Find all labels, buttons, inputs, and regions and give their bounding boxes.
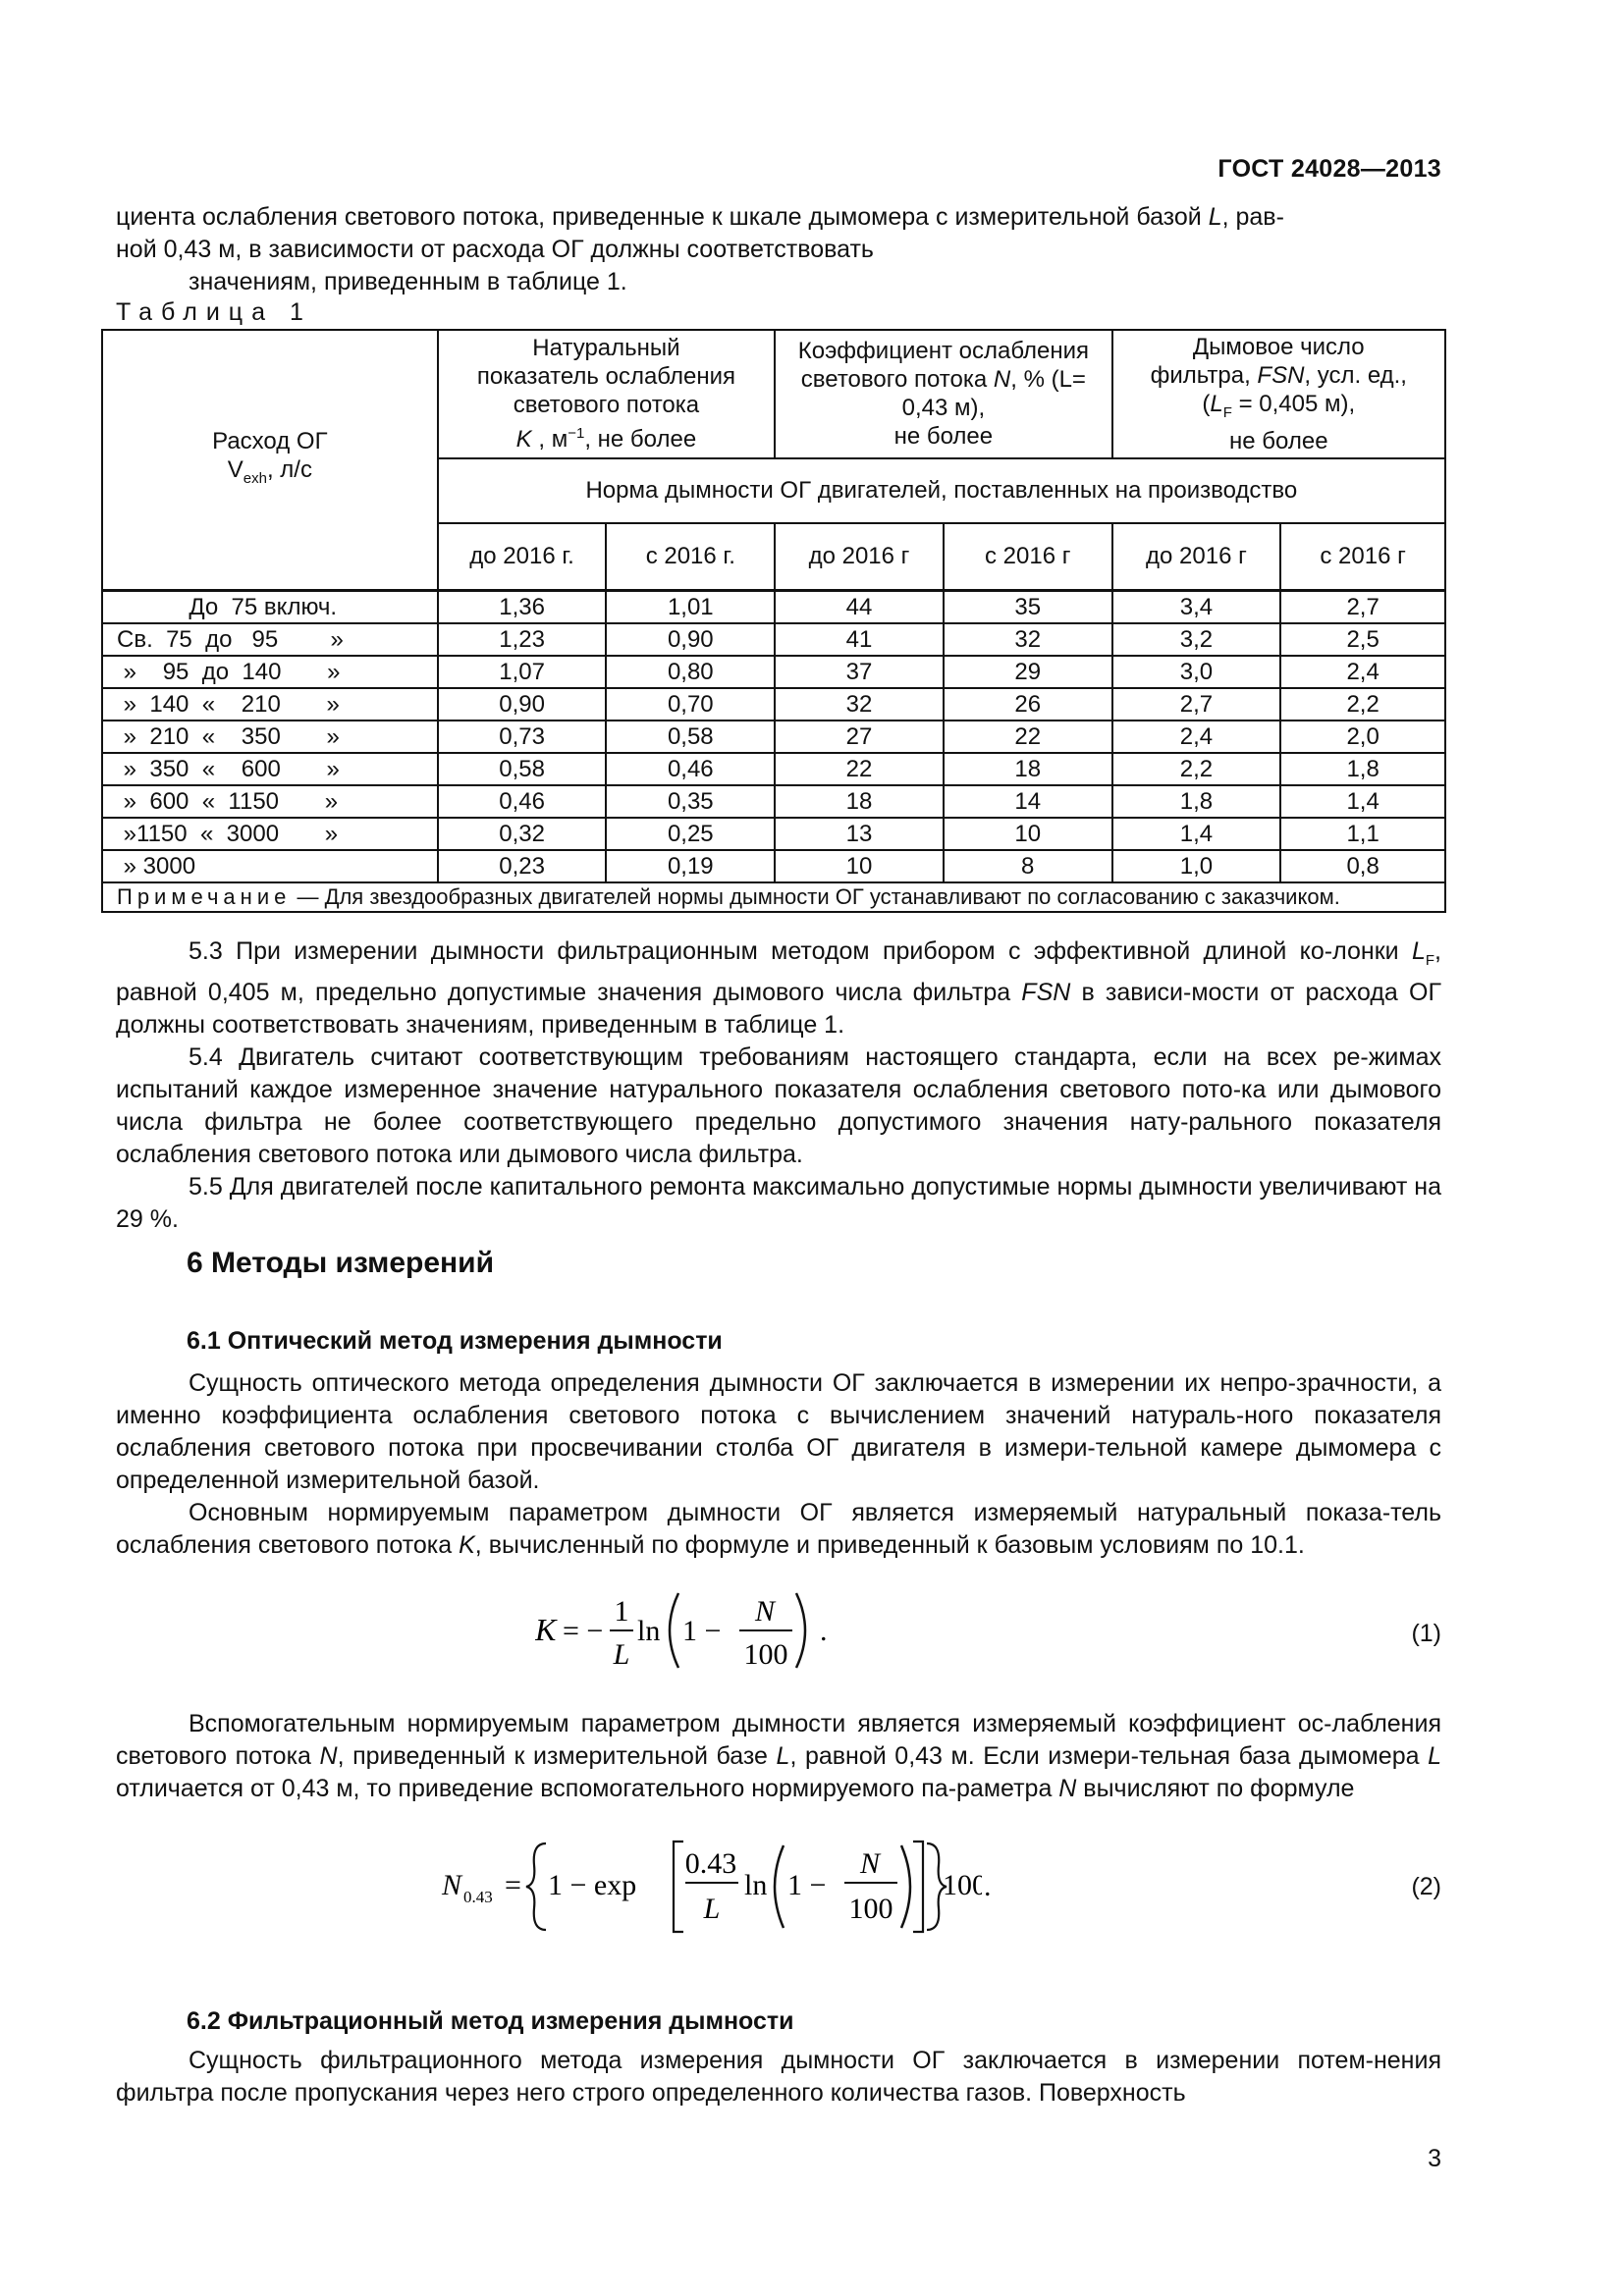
paragraph-5-4: 5.4 Двигатель считают соответствующим требованиям настоящего стандарта, если на всех ре-жимах испытаний каждое измеренное значение натурального показателя ослабления светового пото-ка или дымового числа фильтра не более соответствующего предельно допустимого значения нату-рального показателя ослабления светового потока или дымового числа фильтра.: [116, 1043, 1441, 1168]
col-header-k: Натуральный показатель ослабления светового потока K , $м^{-1}$, не более: [438, 330, 775, 458]
f1-right-paren: [796, 1593, 805, 1668]
table-cell: 0,23: [438, 850, 607, 882]
table-cell: 0,46: [438, 785, 607, 818]
f2-n-num: N: [859, 1847, 881, 1880]
table-cell: 14: [944, 785, 1112, 818]
table-cell: 2,2: [1280, 688, 1445, 721]
row-label: » 210 « 350 »: [102, 721, 438, 753]
table-cell: 2,0: [1280, 721, 1445, 753]
table-cell: 0,80: [606, 656, 775, 688]
intro-line-1-end: , рав-: [1221, 203, 1284, 231]
table-cell: 32: [944, 623, 1112, 656]
table-cell: 0,70: [606, 688, 775, 721]
col-header-fsn: Дымовое число фильтра, FSN, усл. ед., ($L_F = 0,405$ м), не более: [1112, 330, 1445, 458]
table-cell: 1,1: [1280, 818, 1445, 850]
row-label: »1150 « 3000 »: [102, 818, 438, 850]
table-cell: 2,4: [1280, 656, 1445, 688]
formula-1-drawing: [535, 1585, 859, 1674]
norm-row-header: Норма дымности ОГ двигателей, поставленных на производство: [438, 458, 1445, 523]
row-label: » 350 « 600 »: [102, 753, 438, 785]
table-cell: 1,4: [1112, 818, 1281, 850]
intro-line-2: ной 0,43 м, в зависимости от расхода ОГ должны соответствовать: [116, 236, 874, 263]
formula-1: [535, 1585, 859, 1674]
f1-one: 1 −: [682, 1615, 722, 1647]
table-cell: 3,2: [1112, 623, 1281, 656]
table-cell: 29: [944, 656, 1112, 688]
f2-left-bracket: [674, 1842, 683, 1932]
table-cell: 0,19: [606, 850, 775, 882]
subsection-6-1-title: 6.1 Оптический метод измерения дымности: [187, 1327, 723, 1355]
f2-lhs-sub: 0.43: [463, 1888, 493, 1906]
f2-tail: 100: [943, 1869, 982, 1901]
table-cell: 22: [944, 721, 1112, 753]
table-row: [102, 850, 1445, 882]
f1-frac-den: L: [613, 1638, 630, 1671]
col-header-n: Коэффициент ослабления светового потока N, % (L= 0,43 м), не более: [775, 330, 1111, 458]
section-6-title: 6 Методы измерений: [187, 1247, 495, 1279]
intro-paragraph: [116, 201, 1441, 298]
f2-eq: =: [505, 1869, 521, 1901]
table-row: [102, 753, 1445, 785]
table-cell: 0,90: [438, 688, 607, 721]
row-label: До 75 включ.: [102, 590, 438, 623]
smoke-norms-table: [101, 329, 1446, 913]
table-cell: 1,8: [1280, 753, 1445, 785]
table-cell: 0,46: [606, 753, 775, 785]
f1-end: .: [820, 1615, 828, 1647]
table-cell: 1,01: [606, 590, 775, 623]
f2-right-paren: [901, 1845, 910, 1928]
section-5-paragraphs: [116, 935, 1441, 1236]
f1-eq: = −: [563, 1615, 604, 1647]
paragraph-6-2-1: Сущность фильтрационного метода измерения дымности ОГ заключается в измерении потем-нения фильтра после пропускания через него строго определенного количества газов. Поверхность: [116, 2047, 1441, 2107]
f2-lhs: N: [442, 1869, 462, 1901]
row-label: » 95 до 140 »: [102, 656, 438, 688]
paragraph-6-1-2: Основным нормируемым параметром дымности ОГ является измеряемый натуральный показа-тель ослабления светового потока K, вычисленный по формуле и приведенный к базовым условиям по 10.1.: [116, 1499, 1441, 1559]
f2-one: 1 −: [787, 1869, 827, 1901]
table-cell: 3,4: [1112, 590, 1281, 623]
paragraph-5-3: 5.3 При измерении дымности фильтрационным методом прибором с эффективной длиной ко-лонки $L_F$, равной 0,405 м, предельно допустимые значения дымового числа фильтра FSN в зависи-мости от расхода ОГ должны соответствовать значениям, приведенным в таблице 1.: [116, 937, 1441, 1039]
table-cell: 26: [944, 688, 1112, 721]
formula-2: [432, 1838, 982, 1936]
table-row: [102, 785, 1445, 818]
f2-right-bracket: [913, 1842, 923, 1932]
intro-line-3: значениям, приведенным в таблице 1.: [189, 268, 627, 295]
formula-2-number: (2): [1411, 1873, 1441, 1900]
row-label: » 140 « 210 »: [102, 688, 438, 721]
f1-left-paren: [670, 1593, 678, 1668]
doc-header-code: ГОСТ 24028—2013: [1217, 155, 1441, 183]
table-cell: 0,73: [438, 721, 607, 753]
sub-header-cell: с 2016 г: [944, 523, 1112, 591]
f2-a-den: L: [703, 1893, 721, 1925]
table-cell: 2,7: [1280, 590, 1445, 623]
sub-header-cell: до 2016 г: [1112, 523, 1281, 591]
row-label: » 600 « 1150 »: [102, 785, 438, 818]
table-cell: 0,35: [606, 785, 775, 818]
f2-n-den: 100: [848, 1893, 893, 1925]
table-cell: 10: [775, 850, 944, 882]
table-cell: 37: [775, 656, 944, 688]
f1-n-num: N: [754, 1595, 776, 1628]
f2-a-num: 0.43: [684, 1847, 737, 1880]
paragraph-6-1-3: Вспомогательным нормируемым параметром дымности является измеряемый коэффициент ос-лабления светового потока N, приведенный к измерительной базе L, равной 0,43 м. Если измери-тельная база дымомера L отличается от 0,43 м, то приведение вспомогательного нормируемого па-раметра N вычисляют по формуле: [116, 1710, 1441, 1802]
note-text: — Для звездообразных двигателей нормы дымности ОГ устанавливают по согласованию с заказчиком.: [291, 883, 1340, 909]
table-cell: 41: [775, 623, 944, 656]
page-number: 3: [1428, 2145, 1441, 2172]
table-cell: 0,32: [438, 818, 607, 850]
table-cell: 1,07: [438, 656, 607, 688]
f1-frac-num: 1: [614, 1595, 629, 1628]
table-body: [102, 590, 1445, 882]
table-cell: 27: [775, 721, 944, 753]
table-cell: 10: [944, 818, 1112, 850]
table-cell: 2,2: [1112, 753, 1281, 785]
table-caption: Таблица 1: [116, 298, 312, 326]
formula-2-drawing: [432, 1838, 982, 1936]
formula-2-end: .: [984, 1870, 992, 1902]
sub-header-cell: до 2016 г.: [438, 523, 607, 591]
paragraph-6-1-1: Сущность оптического метода определения дымности ОГ заключается в измерении их непро-зрачности, а именно коэффициента ослабления светового потока с вычислением значений натураль-ного показателя ослабления светового потока при просвечивании столба ОГ двигателя в измери-тельной камере дымомера с определенной измерительной базой.: [116, 1369, 1441, 1494]
table-cell: 1,8: [1112, 785, 1281, 818]
table-cell: 0,58: [438, 753, 607, 785]
table-cell: 35: [944, 590, 1112, 623]
table-cell: 8: [944, 850, 1112, 882]
table-cell: 18: [944, 753, 1112, 785]
formula-1-number: (1): [1411, 1620, 1441, 1647]
table-row: [102, 818, 1445, 850]
table-cell: 2,7: [1112, 688, 1281, 721]
table-cell: 1,23: [438, 623, 607, 656]
row-label: Св. 75 до 95 »: [102, 623, 438, 656]
table-row: [102, 623, 1445, 656]
table-cell: 3,0: [1112, 656, 1281, 688]
f2-left-paren: [775, 1845, 784, 1928]
f2-one-exp: 1 − exp: [548, 1869, 637, 1901]
table-cell: 2,5: [1280, 623, 1445, 656]
table-cell: 13: [775, 818, 944, 850]
f1-n-den: 100: [743, 1638, 788, 1671]
f2-ln: ln: [744, 1869, 768, 1901]
intro-var-l: L: [1208, 203, 1222, 231]
table-cell: 0,58: [606, 721, 775, 753]
subsection-6-2-text: [116, 2045, 1441, 2109]
table-cell: 32: [775, 688, 944, 721]
table-cell: 0,25: [606, 818, 775, 850]
table-cell: 2,4: [1112, 721, 1281, 753]
row-label: » 3000: [102, 850, 438, 882]
table-cell: 1,4: [1280, 785, 1445, 818]
note-label: Примечание: [117, 883, 292, 909]
f1-ln: ln: [637, 1615, 661, 1647]
sub-header-cell: до 2016 г: [775, 523, 944, 591]
table-cell: 44: [775, 590, 944, 623]
sub-header-cell: с 2016 г.: [606, 523, 775, 591]
intro-line-1: циента ослабления светового потока, приведенные к шкале дымомера с измерительной базой: [116, 203, 1209, 231]
subsection-6-1-text: [116, 1367, 1441, 1562]
table-row: [102, 688, 1445, 721]
f1-lhs: K: [535, 1612, 557, 1647]
table-note: [102, 882, 1445, 912]
table-row: [102, 721, 1445, 753]
table-row: [102, 590, 1445, 623]
subsection-6-2-title: 6.2 Фильтрационный метод измерения дымности: [187, 2007, 794, 2035]
subsection-6-1-text-2: [116, 1708, 1441, 1805]
f2-left-brace: [526, 1843, 546, 1930]
table-cell: 0,8: [1280, 850, 1445, 882]
table-cell: 0,90: [606, 623, 775, 656]
table-cell: 1,36: [438, 590, 607, 623]
table-cell: 18: [775, 785, 944, 818]
paragraph-5-5: 5.5 Для двигателей после капитального ремонта максимально допустимые нормы дымности увеличивают на 29 %.: [116, 1173, 1441, 1233]
table-cell: 1,0: [1112, 850, 1281, 882]
table-cell: 22: [775, 753, 944, 785]
table-row: [102, 656, 1445, 688]
col-header-rate: Расход ОГ $V_{exh}$, л/с: [102, 330, 438, 590]
sub-header-cell: с 2016 г: [1280, 523, 1445, 591]
